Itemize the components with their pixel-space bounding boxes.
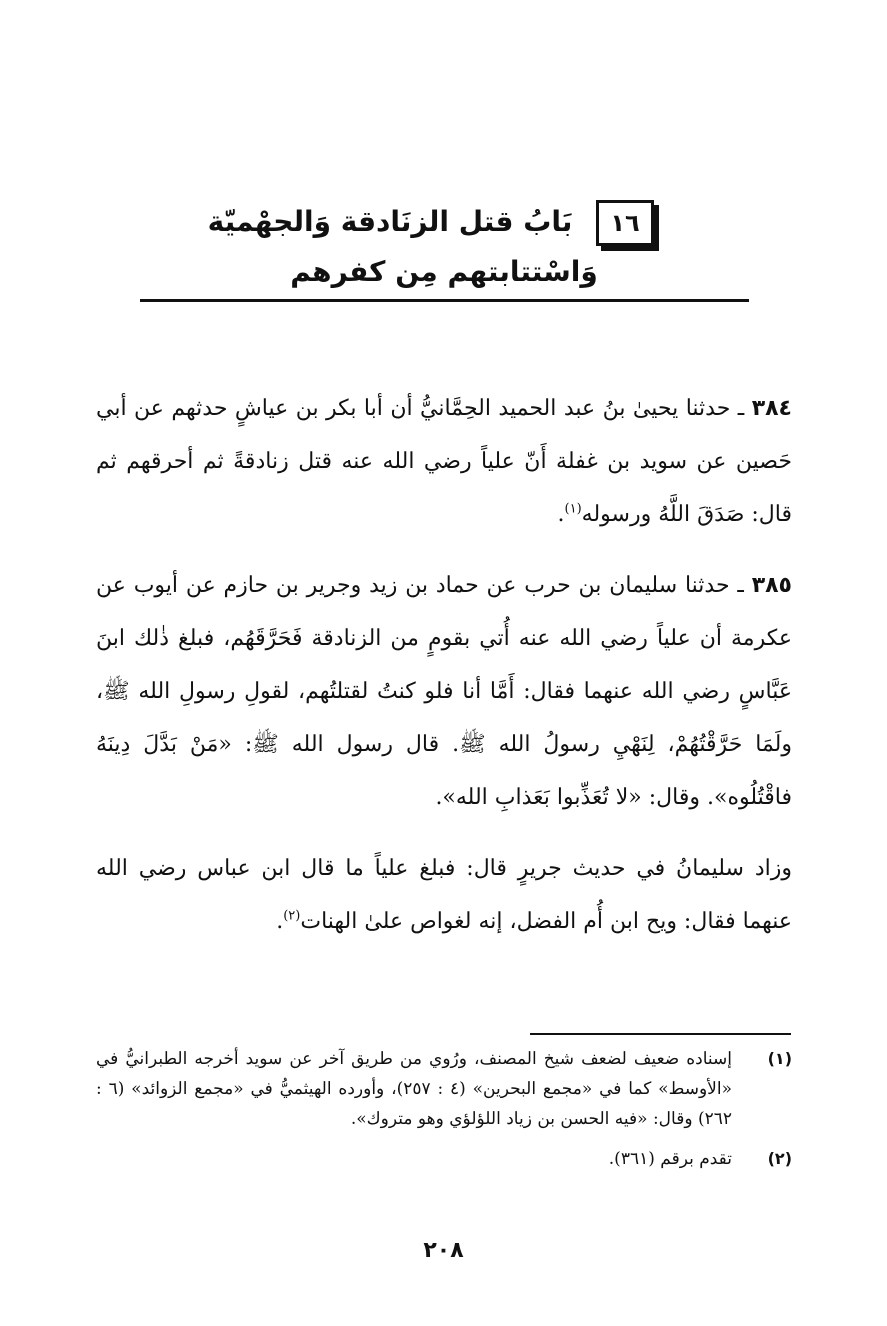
hadith-text: ـ حدثنا سليمان بن حرب عن حماد بن زيد وجرير بن حازم عن أيوب عن عكرمة أن علياً رضي الله عنه أُتي بقومٍ من الزنادقة فَحَرَّقَهُم، فبلغ ذٰلك ابنَ عَبَّاسٍ رضي الله عنهما فقال: أَمَّا أنا فلو كنتُ لقتلتُهم، لقولِ رسولِ الله ﷺ، ولَمَا حَرَّقْتُهُمْ، لِنَهْيِ رسولُ الله ﷺ. قال رسول الله ﷺ: «مَنْ بَدَّلَ دِينَهُ فاقْتُلُوه». وقال: «لا تُعَذِّبوا بَعَذابِ الله». [96, 573, 792, 810]
chapter-number: ١٦ [610, 209, 640, 237]
hadith-text: ـ حدثنا يحيىٰ بنُ عبد الحميد الحِمَّانيُّ أن أبا بكر بن عياشٍ حدثهم عن أبي حَصين عن سويد بن غفلة أَنّ علياً رضي الله عنه قتل زنادقةً ثم أحرقهم ثم قال: صَدَقَ اللَّهُ ورسوله [96, 396, 792, 527]
sentence-end: . [557, 502, 565, 527]
footnote-2 [96, 1144, 792, 1174]
page-number: ٢٠٨ [423, 1238, 464, 1263]
chapter-title-line-2: وَاسْتتابتهم مِن كفرهم [290, 255, 598, 288]
addition-text: وزاد سليمانُ في حديث جريرٍ قال: فبلغ علياً ما قال ابن عباس رضي الله عنهما فقال: ويح ابن أُم الفضل، إنه لغواص علىٰ الهنات [96, 856, 792, 934]
footnote-divider [530, 1033, 791, 1035]
footnote-number: (١) [767, 1049, 792, 1068]
footnote-ref[interactable]: (١) [564, 501, 582, 517]
hadith-384 [96, 382, 792, 541]
header-divider [140, 299, 749, 302]
hadith-number: ٣٨٤ [751, 396, 792, 421]
footnote-text: إسناده ضعيف لضعف شيخ المصنف، ورُوي من طريق آخر عن سويد أخرجه الطبرانيُّ في «الأوسط» كما في «مجمع البحرين» (٤ : ٢٥٧)، وأورده الهيثميُّ في «مجمع الزوائد» (٦ : ٢٦٢) وقال: «فيه الحسن بن زياد اللؤلؤي وهو متروك». [96, 1049, 732, 1129]
addition-paragraph [96, 842, 792, 948]
footnote-number: (٢) [767, 1149, 792, 1168]
chapter-header [0, 188, 887, 308]
chapter-number-box [596, 200, 654, 246]
footnote-1 [96, 1044, 792, 1134]
hadith-385 [96, 559, 792, 824]
chapter-title-line-1: بَابُ قتل الزنَادقة وَالجهْميّة [207, 205, 573, 238]
footnote-text: تقدم برقم (٣٦١). [608, 1149, 732, 1169]
body-text [96, 382, 792, 948]
sentence-end: . [276, 909, 284, 934]
footnotes [96, 1044, 792, 1184]
hadith-number: ٣٨٥ [751, 573, 792, 598]
footnote-ref[interactable]: (٢) [283, 908, 301, 924]
